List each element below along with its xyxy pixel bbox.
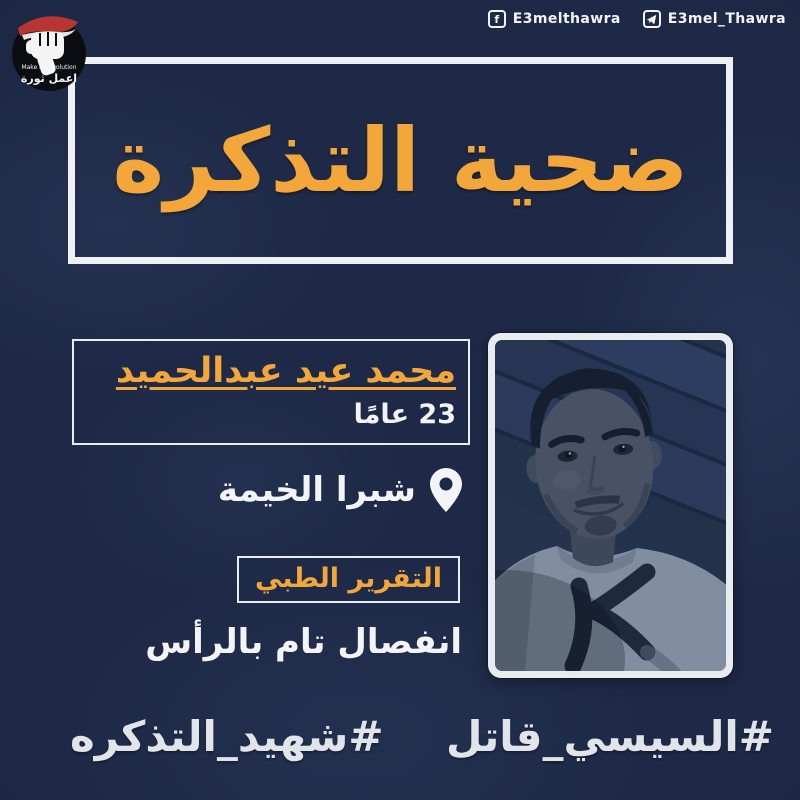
telegram-icon (643, 10, 661, 28)
victim-location: شبرا الخيمة (217, 470, 416, 510)
facebook-handle-text: E3melthawra (512, 11, 621, 27)
victim-name-box (72, 339, 470, 445)
telegram-handle-text: E3mel_Thawra (667, 11, 786, 27)
victim-portrait-graphic (495, 340, 726, 671)
location-pin-icon (430, 468, 462, 512)
facebook-handle-item[interactable] (488, 10, 621, 28)
location-row (218, 468, 462, 512)
victim-age: 23 عامًا (353, 399, 456, 431)
hashtag-sisi[interactable]: #السيسي_قاتل (445, 712, 774, 761)
logo-tagline-en: Make a Revolution (21, 64, 77, 71)
telegram-handle-item[interactable] (643, 10, 786, 28)
medical-report-box (237, 556, 460, 603)
victim-photo (488, 333, 733, 678)
fist-logo-graphic (6, 6, 92, 96)
brand-logo[interactable] (6, 6, 92, 96)
medical-report-label: التقرير الطبي (254, 563, 442, 594)
title-banner-box (68, 57, 733, 264)
medical-report-finding: انفصال تام بالرأس (145, 622, 462, 662)
facebook-icon: f (488, 10, 506, 28)
victim-name: محمد عيد عبدالحميد (115, 351, 456, 391)
logo-tagline-ar: اعمل ثورة (20, 72, 78, 85)
poster-title: ضحية التذكرة (112, 108, 689, 212)
hashtag-martyr[interactable]: #شهيد_التذكره (70, 712, 384, 761)
social-handles (488, 10, 786, 28)
